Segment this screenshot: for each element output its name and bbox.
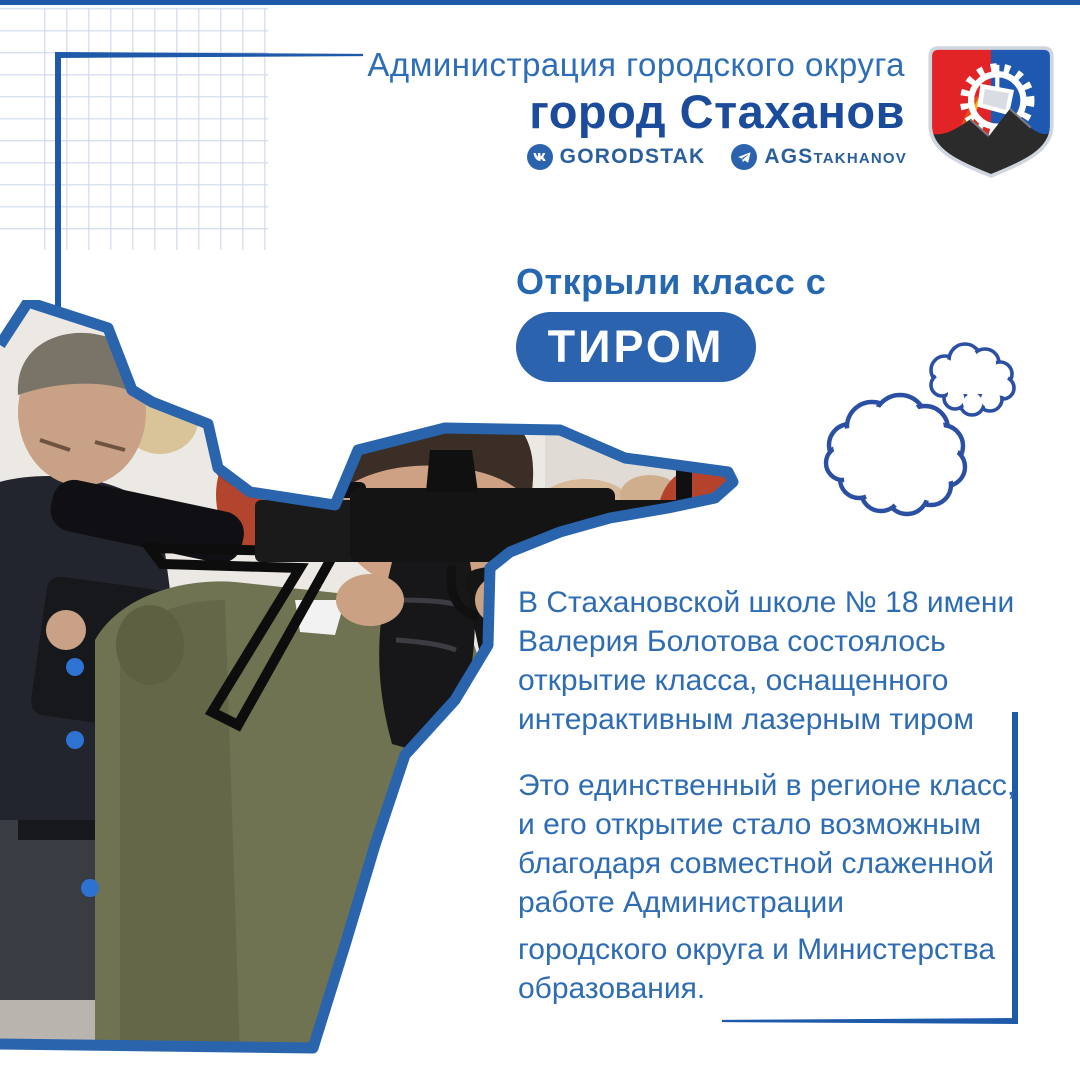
paragraph-line: Это единственный в регионе класс, [518,769,1016,802]
corner-line-left [55,52,61,312]
paragraph-line: В Стахановской школе № 18 имени [518,586,1015,619]
photo-shoulder-patch [116,605,184,685]
title-highlight-label: ТИРОМ [547,321,725,372]
paragraph-3 [518,930,1023,1008]
paragraph-line: интерактивным лазерным тиром [518,703,974,736]
telegram-icon [731,144,757,170]
vk-icon [527,144,553,170]
paragraph-line: образования. [518,972,706,1005]
paragraph-2 [518,766,1023,922]
paragraph-line: благодаря совместной слаженной [518,847,994,880]
top-border-strip [0,0,1080,5]
header-subtitle: Администрация городского округа [367,46,905,83]
paragraph-line: открытие класса, оснащенного [518,664,949,697]
paragraph-line: и его открытие стало возможным [518,808,982,841]
paragraph-line: работе Администрации [518,886,845,919]
paragraph-1 [518,583,1023,739]
cloud-decorations [810,330,1030,540]
telegram-handle: AGStakhanov [764,145,907,168]
paragraph-line: Валерия Болотова состоялось [518,625,946,658]
paragraph-line: городского округа и Министерства [518,933,996,966]
city-emblem [925,46,1057,178]
telegram-link[interactable] [731,144,907,170]
post-title: Открыли класс с [516,261,827,302]
vk-link[interactable] [527,144,706,170]
social-links [527,144,907,170]
vk-handle: GORODSTAK [559,145,706,168]
corner-line-bottom [722,1018,1018,1024]
header-title: город Стаханов [529,85,905,138]
